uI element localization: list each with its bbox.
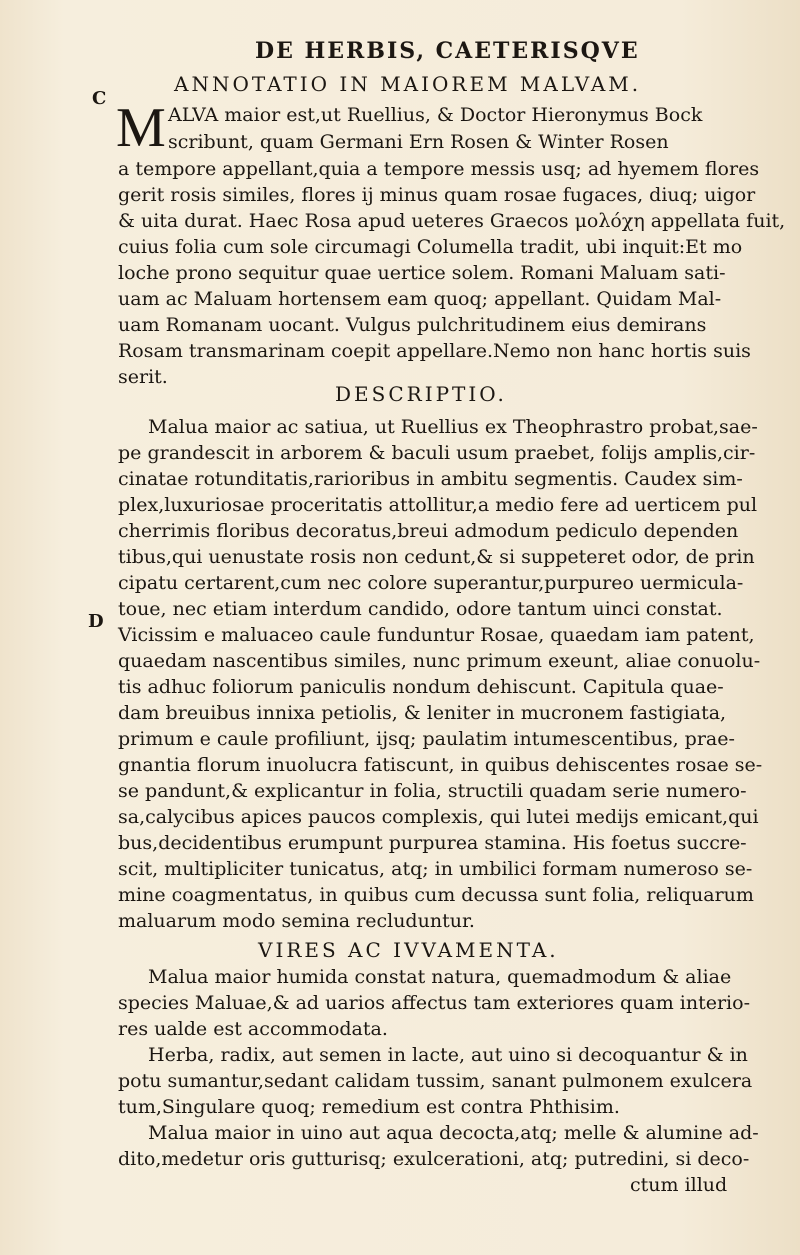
text-line: dito,medetur oris gutturisq; exulcerationi, atq; putredini, si deco- [118, 1148, 750, 1170]
text-line: & uita durat. Haec Rosa apud ueteres Graecos μολόχη appellata fuit, [118, 210, 786, 232]
text-line: Rosam transmarinam coepit appellare.Nemo non hanc hortis suis [118, 340, 751, 362]
text-line: Malua maior ac satiua, ut Ruellius ex Theophrastro probat,sae- [148, 416, 758, 438]
text-line: cuius folia cum sole circumagi Columella tradit, ubi inquit:Et mo [118, 236, 743, 258]
text-line: ALVA maior est,ut Ruellius, & Doctor Hieronymus Bock [168, 104, 703, 126]
text-line: primum e caule profiliunt, ijsq; paulatim intumescentibus, prae- [118, 728, 735, 750]
text-line: Malua maior in uino aut aqua decocta,atq; melle & alumine ad- [148, 1122, 759, 1144]
text-line: pe grandescit in arborem & baculi usum praebet, folijs amplis,cir- [118, 442, 756, 464]
text-line: serit. [118, 366, 168, 388]
text-line: uam ac Maluam hortensem eam quoq; appellant. Quidam Mal- [118, 288, 722, 310]
text-line: Malua maior humida constat natura, quemadmodum & aliae [148, 966, 732, 988]
text-line: cipatu certarent,cum nec colore superantur,purpureo uermicula- [118, 572, 744, 594]
text-line: se pandunt,& explicantur in folia, structili quadam serie numero- [118, 780, 747, 802]
text-line: bus,decidentibus erumpunt purpurea stamina. His foetus succre- [118, 832, 747, 854]
text-line: uam Romanam uocant. Vulgus pulchritudinem eius demirans [118, 314, 707, 336]
text-line: potu sumantur,sedant calidam tussim, sanant pulmonem exulcera [118, 1070, 753, 1092]
text-line: dam breuibus innixa petiolis, & leniter in mucronem fastigiata, [118, 702, 727, 724]
running-head: DE HERBIS, CAETERISQVE [255, 38, 640, 64]
text-line: ctum illud [630, 1174, 728, 1196]
text-line: Herba, radix, aut semen in lacte, aut uino si decoquantur & in [148, 1044, 748, 1066]
drop-capital: M [116, 97, 166, 159]
text-line: mine coagmentatus, in quibus cum decussa sunt folia, reliquarum [118, 884, 754, 906]
text-line: loche prono sequitur quae uertice solem. Romani Maluam sati- [118, 262, 726, 284]
text-line: tibus,qui uenustate rosis non cedunt,& si suppeteret odor, de prin [118, 546, 755, 568]
text-line: maluarum modo semina recluduntur. [118, 910, 475, 932]
margin-letter-c: C [92, 88, 107, 109]
text-line: plex,luxuriosae proceritatis attollitur,a medio fere ad uerticem pul [118, 494, 758, 516]
text-line: cinatae rotunditatis,rarioribus in ambitu segmentis. Caudex sim- [118, 468, 743, 490]
text-line: toue, nec etiam interdum candido, odore tantum uinci constat. [118, 598, 723, 620]
heading-annotatio: ANNOTATIO IN MAIOREM MALVAM. [174, 72, 642, 96]
text-line: species Maluae,& ad uarios affectus tam exteriores quam interio- [118, 992, 750, 1014]
text-line: res ualde est accommodata. [118, 1018, 388, 1040]
text-line: Vicissim e maluaceo caule funduntur Rosae, quaedam iam patent, [118, 624, 755, 646]
text-line: tis adhuc foliorum paniculis nondum dehiscunt. Capitula quae- [118, 676, 724, 698]
text-line: tum,Singulare quoq; remedium est contra Phthisim. [118, 1096, 620, 1118]
text-line: a tempore appellant,quia a tempore messis usq; ad hyemem flores [118, 158, 760, 180]
margin-letter-d: D [88, 611, 104, 632]
text-line: scribunt, quam Germani Ern Rosen & Winter Rosen [168, 131, 669, 153]
heading-vires: VIRES AC IVVAMENTA. [258, 938, 559, 962]
text-line: cherrimis floribus decoratus,breui admodum pediculo dependen [118, 520, 739, 542]
heading-descriptio: DESCRIPTIO. [335, 382, 507, 406]
text-line: gnantia florum inuolucra fatiscunt, in quibus dehiscentes rosae se- [118, 754, 763, 776]
text-line: scit, multipliciter tunicatus, atq; in umbilici formam numeroso se- [118, 858, 753, 880]
text-line: sa,calycibus apices paucos complexis, qui lutei medijs emicant,qui [118, 806, 759, 828]
text-line: gerit rosis similes, flores ij minus quam rosae fugaces, diuq; uigor [118, 184, 756, 206]
text-line: quaedam nascentibus similes, nunc primum exeunt, aliae conuolu- [118, 650, 761, 672]
